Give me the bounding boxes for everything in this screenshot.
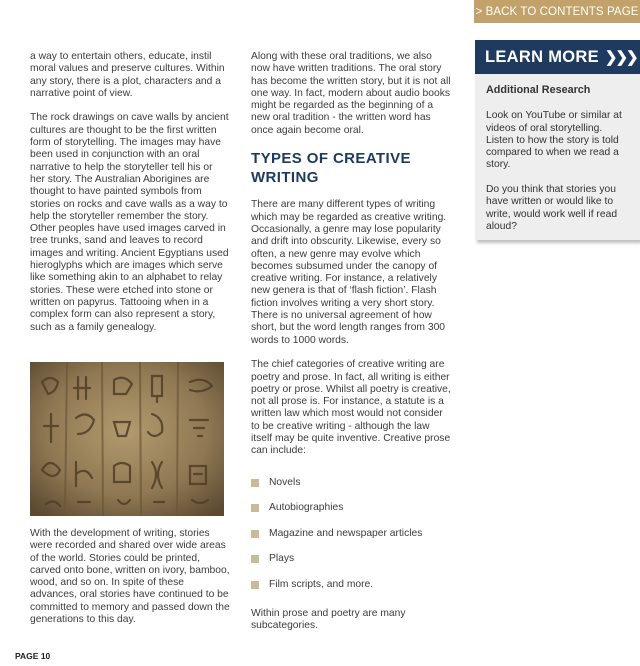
column-left — [30, 51, 230, 346]
chevrons-right-icon: ❯❯❯ — [604, 49, 637, 66]
page-number: PAGE 10 — [15, 651, 51, 661]
section-heading: TYPES OF CREATIVE WRITING — [251, 150, 411, 187]
list-item: Autobiographies — [251, 496, 451, 522]
paragraph: There are many different types of writing which may be regarded as creative writing. Occasionally, a genre may lose popularity and drift into obscurity. Likewise, every so often, a new genre may evolve which becomes subsumed under the canopy of creative writing. For instance, a relatively new genera is that of ‘flash fiction’. Flash fiction involves writing a very short story. There is no universal agreement of how short, but the word length ranges from 300 words to 1000 words. — [251, 199, 447, 346]
paragraph: The rock drawings on cave walls by ancient cultures are thought to be the first written form of storytelling. The images may have been used in conjunction with an oral narrative to help the storyteller tell his or her story. The Australian Aborigines are thought to have painted symbols from stories on rocks and cave walls as a way to help the storyteller remember the story. Other peoples have used images carved in tree trunks, sand and leaves to record images and writing. Ancient Egyptians used hieroglyphs which are images which serve like something akin to an alphabet to relay stories. These were etched into stone or written on papyrus. Tattooing when in a complex form can also represent a story, such as a family genealogy. — [30, 112, 229, 333]
bullet-square-icon — [251, 479, 259, 487]
bullet-square-icon — [251, 581, 259, 589]
list-item: Plays — [251, 547, 451, 573]
learn-more-title: LEARN MORE — [485, 47, 599, 66]
paragraph: a way to entertain others, educate, instil moral values and preserve cultures. Within any story, there is a plot, characters and a narrative point of view. — [30, 51, 225, 99]
paragraph: Within prose and poetry are many subcategories. — [251, 607, 406, 632]
paragraph: Along with these oral traditions, we also now have written traditions. The oral story has become the written story, but it is not all one way. In fact, modern about audio books might be regarded as the beginning of a new oral tradition - the written word has once again become oral. — [251, 51, 451, 136]
learn-more-header — [475, 40, 640, 74]
column-left-lower — [30, 528, 230, 639]
bullet-square-icon — [251, 530, 259, 538]
bullet-square-icon — [251, 555, 259, 563]
paragraph: With the development of writing, stories were recorded and shared over wide areas of the world. Stories could be printed, carved onto bone, written on ivory, bamboo, wood, and so on. In spite of these advances, oral stories have continued to be committed to memory and passed down the generations to this day. — [30, 528, 230, 626]
list-item: Novels — [251, 470, 451, 496]
learn-more-subtitle: Additional Research — [486, 84, 591, 96]
paragraph: Look on YouTube or similar at videos of oral storytelling. Listen to how the story is told compared to when we read a story. — [486, 110, 622, 171]
list-item: Magazine and newspaper articles — [251, 521, 451, 547]
hieroglyphs-image — [30, 362, 224, 516]
paragraph: The chief categories of creative writing are poetry and prose. In fact, all writing is either poetry or prose. Whilst all poetry is creative, not all prose is. For instance, a statute is a written law which most would not consider to be creative writing - although the law itself may be quite inventive. Creative prose can include: — [251, 359, 451, 457]
list-item: Film scripts, and more. — [251, 572, 451, 598]
learn-more-box — [475, 40, 640, 240]
paragraph: Do you think that stories you have written or would like to write, would work well if read aloud? — [486, 184, 618, 232]
column-middle — [251, 51, 451, 645]
back-to-contents-button[interactable]: > BACK TO CONTENTS PAGE — [474, 0, 640, 23]
creative-prose-list — [251, 470, 451, 598]
bullet-square-icon — [251, 504, 259, 512]
